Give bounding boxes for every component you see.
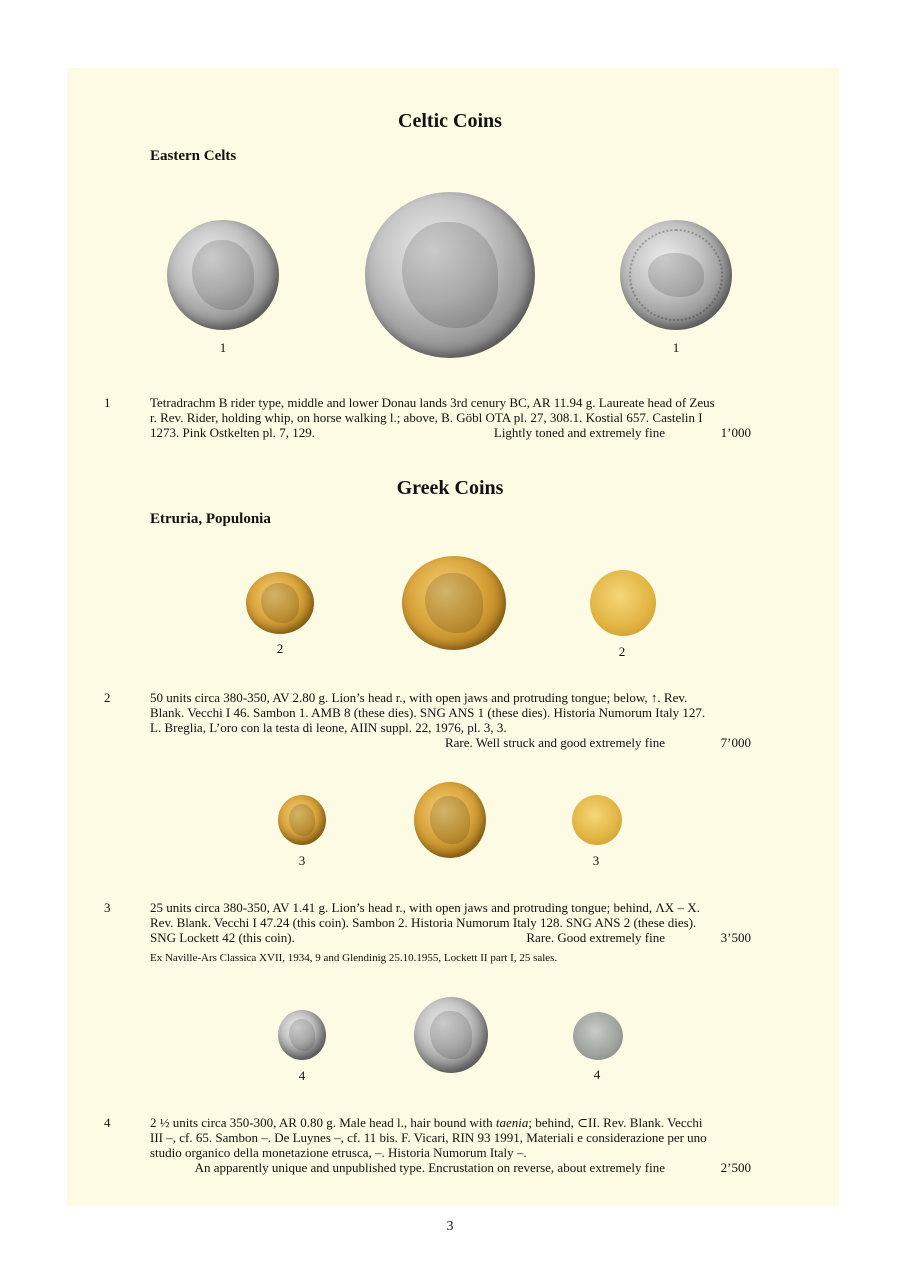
coin-label: 4	[593, 1067, 601, 1082]
lot-condition: An apparently unique and unpublished type. Encrustation on reverse, about extremely fine	[194, 1160, 665, 1175]
lot-line: 1273. Pink Ostkelten pl. 7, 129.	[150, 425, 316, 440]
lot-description	[150, 900, 751, 945]
section-title-celtic: Celtic Coins	[398, 110, 502, 132]
coin-2-reverse	[590, 570, 656, 636]
coin-2-obverse-enlarged	[402, 556, 506, 650]
coin-1-reverse	[620, 220, 732, 330]
lot-price: 3’500	[720, 930, 751, 945]
lot-line: r. Rev. Rider, holding whip, on horse walking l.; above, B. Göbl OTA pl. 27, 308.1. Kostial 657. Castelin I	[150, 410, 703, 425]
lot-price: 2’500	[720, 1160, 751, 1175]
lot-number: 2	[104, 690, 111, 705]
coin-label: 4	[298, 1068, 306, 1083]
lot-number: 1	[104, 395, 111, 410]
coin-1-obverse	[167, 220, 279, 330]
lot-description	[150, 1115, 751, 1175]
coin-label: 1	[672, 340, 680, 355]
lot-line: L. Breglia, L’oro con la testa di leone, AIIN suppl. 22, 1976, pl. 3, 3.	[150, 720, 507, 735]
lot-line: SNG Lockett 42 (this coin).	[150, 930, 295, 945]
lot-condition: Lightly toned and extremely fine	[493, 425, 665, 440]
coin-2-obverse	[246, 572, 314, 634]
coin-label: 3	[592, 853, 600, 868]
lot-price: 7’000	[720, 735, 751, 750]
lot-condition: Rare. Well struck and good extremely fine	[444, 735, 665, 750]
coin-3-obverse	[278, 795, 326, 845]
page-number: 3	[446, 1219, 454, 1234]
coin-3-obverse-enlarged	[414, 782, 486, 858]
lot-line: Blank. Vecchi I 46. Sambon 1. AMB 8 (these dies). SNG ANS 1 (these dies). Historia Numorum Italy 127.	[150, 705, 706, 720]
section-title-greek: Greek Coins	[396, 477, 504, 499]
lot-number: 3	[104, 900, 111, 915]
coin-label: 3	[298, 853, 306, 868]
lot-line: 25 units circa 380-350, AV 1.41 g. Lion’s head r., with open jaws and protruding tongue; behind, ΛX – X.	[150, 900, 700, 915]
coin-4-obverse	[278, 1010, 326, 1060]
lot-line: Rev. Blank. Vecchi I 47.24 (this coin). Sambon 2. Historia Numorum Italy 128. SNG ANS 2 (these dies).	[150, 915, 697, 930]
coin-1-obverse-enlarged	[365, 192, 535, 358]
lot-line: studio organico della monetazione etrusca, –. Historia Numorum Italy –.	[150, 1145, 527, 1160]
lot-price: 1’000	[720, 425, 751, 440]
coin-4-reverse	[573, 1012, 623, 1060]
lot-line: 2 ½ units circa 350-300, AR 0.80 g. Male head l., hair bound with taenia; behind, ⊂II. Rev. Blank. Vecchi	[150, 1115, 703, 1130]
coin-4-obverse-enlarged	[414, 997, 488, 1073]
subsection-etruria: Etruria, Populonia	[150, 511, 271, 527]
lot-line: Tetradrachm B rider type, middle and lower Donau lands 3rd cenury BC, AR 11.94 g. Laureate head of Zeus	[150, 395, 715, 410]
lot-number: 4	[104, 1115, 111, 1130]
coin-label: 2	[276, 641, 284, 656]
coin-label: 2	[618, 644, 626, 659]
subsection-eastern-celts: Eastern Celts	[150, 148, 237, 164]
coin-label: 1	[219, 340, 227, 355]
lot-line: III –, cf. 65. Sambon –. De Luynes –, cf. 11 bis. F. Vicari, RIN 93 1991, Materiali e considerazione per uno	[150, 1130, 707, 1145]
lot-condition: Rare. Good extremely fine	[526, 930, 665, 945]
lot-provenance: Ex Naville-Ars Classica XVII, 1934, 9 and Glendinig 25.10.1955, Lockett II part I, 25 sales.	[150, 952, 558, 964]
lot-line: 50 units circa 380-350, AV 2.80 g. Lion’s head r., with open jaws and protruding tongue; below, ↑. Rev.	[150, 690, 688, 705]
lot-description	[150, 395, 751, 440]
lot-description	[150, 690, 751, 750]
coin-3-reverse	[572, 795, 622, 845]
